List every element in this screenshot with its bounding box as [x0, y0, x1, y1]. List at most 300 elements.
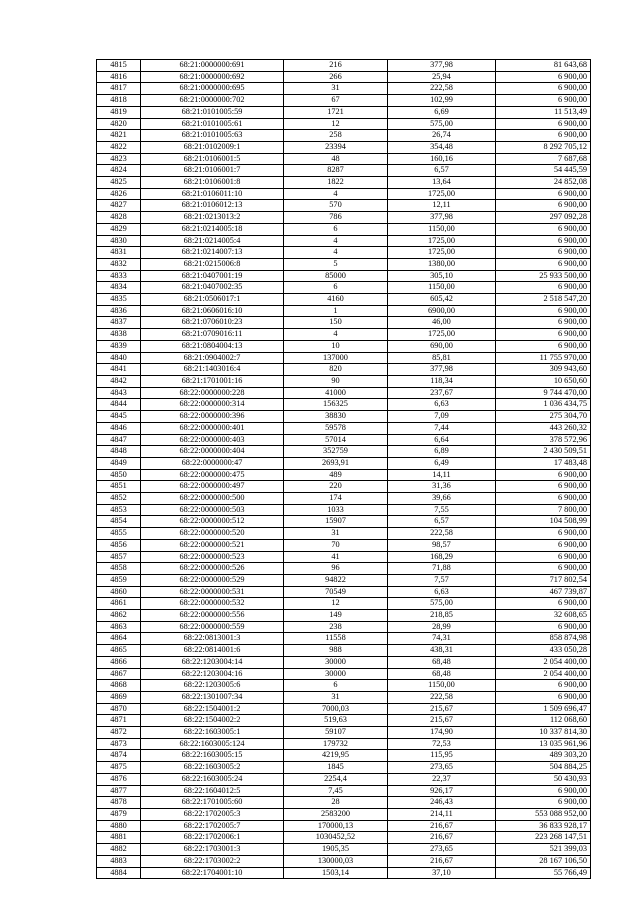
area-value: 1503,14 — [284, 867, 388, 879]
row-number: 4816 — [97, 71, 141, 83]
total-value: 2 430 509,51 — [496, 446, 591, 458]
cadastral-number: 68:21:0804004:13 — [141, 340, 284, 352]
area-value: 1033 — [284, 504, 388, 516]
price-value: 1725,00 — [388, 247, 496, 259]
area-value: 6 — [284, 223, 388, 235]
row-number: 4866 — [97, 656, 141, 668]
total-value: 6 900,00 — [496, 223, 591, 235]
table-row — [97, 282, 591, 294]
row-number: 4825 — [97, 177, 141, 189]
row-number: 4884 — [97, 867, 141, 879]
row-number: 4821 — [97, 130, 141, 142]
row-number: 4840 — [97, 352, 141, 364]
total-value: 11 755 970,00 — [496, 352, 591, 364]
table-row — [97, 633, 591, 645]
total-value: 6 900,00 — [496, 258, 591, 270]
total-value: 223 268 147,51 — [496, 832, 591, 844]
cadastral-number: 68:22:0813001:3 — [141, 633, 284, 645]
price-value: 305,10 — [388, 270, 496, 282]
total-value: 11 513,49 — [496, 106, 591, 118]
area-value: 4219,95 — [284, 750, 388, 762]
total-value: 6 900,00 — [496, 305, 591, 317]
cadastral-number: 68:21:0904002:7 — [141, 352, 284, 364]
row-number: 4873 — [97, 738, 141, 750]
cadastral-number: 68:22:0000000:503 — [141, 504, 284, 516]
total-value: 6 900,00 — [496, 551, 591, 563]
area-value: 130000,03 — [284, 855, 388, 867]
area-value: 23394 — [284, 141, 388, 153]
area-value: 48 — [284, 153, 388, 165]
area-value: 4 — [284, 188, 388, 200]
row-number: 4843 — [97, 387, 141, 399]
table-row — [97, 586, 591, 598]
price-value: 6,57 — [388, 516, 496, 528]
area-value: 31 — [284, 528, 388, 540]
price-value: 71,88 — [388, 563, 496, 575]
total-value: 504 884,25 — [496, 762, 591, 774]
cadastral-number: 68:22:0000000:523 — [141, 551, 284, 563]
area-value: 820 — [284, 364, 388, 376]
table-row — [97, 750, 591, 762]
table-row — [97, 141, 591, 153]
price-value: 26,74 — [388, 130, 496, 142]
row-number: 4834 — [97, 282, 141, 294]
area-value: 988 — [284, 645, 388, 657]
price-value: 926,17 — [388, 785, 496, 797]
cadastral-number: 68:21:0214005:4 — [141, 235, 284, 247]
row-number: 4837 — [97, 317, 141, 329]
area-value: 266 — [284, 71, 388, 83]
area-value: 41 — [284, 551, 388, 563]
price-value: 12,11 — [388, 200, 496, 212]
price-value: 6,69 — [388, 106, 496, 118]
price-value: 377,98 — [388, 60, 496, 72]
table-row — [97, 340, 591, 352]
cadastral-number: 68:21:0101005:59 — [141, 106, 284, 118]
price-value: 68,48 — [388, 668, 496, 680]
table-row — [97, 71, 591, 83]
total-value: 717 802,54 — [496, 574, 591, 586]
price-value: 1725,00 — [388, 188, 496, 200]
area-value: 59578 — [284, 422, 388, 434]
area-value: 30000 — [284, 668, 388, 680]
cadastral-number: 68:22:0000000:512 — [141, 516, 284, 528]
cadastral-number: 68:21:0506017:1 — [141, 294, 284, 306]
row-number: 4881 — [97, 832, 141, 844]
price-value: 690,00 — [388, 340, 496, 352]
area-value: 5 — [284, 258, 388, 270]
price-value: 222,58 — [388, 691, 496, 703]
total-value: 50 430,93 — [496, 773, 591, 785]
area-value: 179732 — [284, 738, 388, 750]
price-value: 25,94 — [388, 71, 496, 83]
row-number: 4861 — [97, 598, 141, 610]
cadastral-number: 68:22:0000000:403 — [141, 434, 284, 446]
table-row — [97, 574, 591, 586]
cadastral-number: 68:22:0000000:556 — [141, 610, 284, 622]
price-value: 98,57 — [388, 539, 496, 551]
total-value: 6 900,00 — [496, 563, 591, 575]
total-value: 2 054 400,00 — [496, 668, 591, 680]
cadastral-number: 68:22:0000000:559 — [141, 621, 284, 633]
table-row — [97, 598, 591, 610]
cadastral-number: 68:22:0814001:6 — [141, 645, 284, 657]
price-value: 6,57 — [388, 165, 496, 177]
area-value: 38830 — [284, 411, 388, 423]
row-number: 4815 — [97, 60, 141, 72]
row-number: 4883 — [97, 855, 141, 867]
table-body — [97, 60, 591, 879]
row-number: 4818 — [97, 95, 141, 107]
row-number: 4872 — [97, 727, 141, 739]
row-number: 4835 — [97, 294, 141, 306]
area-value: 1845 — [284, 762, 388, 774]
table-row — [97, 703, 591, 715]
table-row — [97, 95, 591, 107]
cadastral-number: 68:22:0000000:404 — [141, 446, 284, 458]
area-value: 12 — [284, 118, 388, 130]
table-row — [97, 867, 591, 879]
cadastral-number: 68:21:0215006:8 — [141, 258, 284, 270]
price-value: 216,67 — [388, 855, 496, 867]
row-number: 4860 — [97, 586, 141, 598]
table-row — [97, 165, 591, 177]
area-value: 352759 — [284, 446, 388, 458]
cadastral-number: 68:22:0000000:401 — [141, 422, 284, 434]
cadastral-number: 68:22:1603005:1 — [141, 727, 284, 739]
cadastral-number: 68:21:0106001:8 — [141, 177, 284, 189]
table-row — [97, 773, 591, 785]
area-value: 7000,03 — [284, 703, 388, 715]
cadastral-number: 68:21:0106001:5 — [141, 153, 284, 165]
area-value: 1 — [284, 305, 388, 317]
cadastral-number: 68:22:1702006:1 — [141, 832, 284, 844]
cadastral-number: 68:22:1603005:124 — [141, 738, 284, 750]
price-value: 102,99 — [388, 95, 496, 107]
price-value: 575,00 — [388, 118, 496, 130]
cadastral-number: 68:21:0106011:10 — [141, 188, 284, 200]
price-value: 216,67 — [388, 820, 496, 832]
price-value: 7,57 — [388, 574, 496, 586]
area-value: 70549 — [284, 586, 388, 598]
area-value: 12 — [284, 598, 388, 610]
cadastral-number: 68:21:0407001:19 — [141, 270, 284, 282]
price-value: 13,64 — [388, 177, 496, 189]
area-value: 150 — [284, 317, 388, 329]
area-value: 1905,35 — [284, 844, 388, 856]
total-value: 6 900,00 — [496, 598, 591, 610]
area-value: 10 — [284, 340, 388, 352]
row-number: 4863 — [97, 621, 141, 633]
total-value: 2 054 400,00 — [496, 656, 591, 668]
total-value: 25 933 500,00 — [496, 270, 591, 282]
cadastral-number: 68:21:0101005:61 — [141, 118, 284, 130]
cadastral-number: 68:21:0106001:7 — [141, 165, 284, 177]
total-value: 297 092,28 — [496, 212, 591, 224]
table-row — [97, 422, 591, 434]
table-row — [97, 645, 591, 657]
row-number: 4824 — [97, 165, 141, 177]
table-row — [97, 539, 591, 551]
row-number: 4827 — [97, 200, 141, 212]
price-value: 37,10 — [388, 867, 496, 879]
cadastral-number: 68:22:0000000:47 — [141, 457, 284, 469]
area-value: 1822 — [284, 177, 388, 189]
price-value: 273,65 — [388, 844, 496, 856]
table-row — [97, 809, 591, 821]
total-value: 309 943,60 — [496, 364, 591, 376]
row-number: 4849 — [97, 457, 141, 469]
price-value: 28,99 — [388, 621, 496, 633]
price-value: 160,16 — [388, 153, 496, 165]
row-number: 4826 — [97, 188, 141, 200]
total-value: 858 874,98 — [496, 633, 591, 645]
cadastral-number: 68:22:0000000:475 — [141, 469, 284, 481]
total-value: 6 900,00 — [496, 797, 591, 809]
cadastral-number: 68:22:0000000:526 — [141, 563, 284, 575]
price-value: 1380,00 — [388, 258, 496, 270]
total-value: 6 900,00 — [496, 95, 591, 107]
cadastral-number: 68:22:1702005:3 — [141, 809, 284, 821]
table-row — [97, 223, 591, 235]
area-value: 57014 — [284, 434, 388, 446]
row-number: 4842 — [97, 375, 141, 387]
cadastral-number: 68:22:1702005:7 — [141, 820, 284, 832]
total-value: 17 483,48 — [496, 457, 591, 469]
cadastral-number: 68:22:1203004:14 — [141, 656, 284, 668]
table-row — [97, 83, 591, 95]
price-value: 68,48 — [388, 656, 496, 668]
table-row — [97, 411, 591, 423]
row-number: 4838 — [97, 329, 141, 341]
price-value: 1150,00 — [388, 282, 496, 294]
area-value: 30000 — [284, 656, 388, 668]
row-number: 4870 — [97, 703, 141, 715]
area-value: 11558 — [284, 633, 388, 645]
total-value: 467 739,87 — [496, 586, 591, 598]
total-value: 1 509 696,47 — [496, 703, 591, 715]
table-row — [97, 832, 591, 844]
price-value: 115,95 — [388, 750, 496, 762]
price-value: 6,49 — [388, 457, 496, 469]
area-value: 6 — [284, 680, 388, 692]
area-value: 31 — [284, 83, 388, 95]
area-value: 96 — [284, 563, 388, 575]
price-value: 7,09 — [388, 411, 496, 423]
table-row — [97, 797, 591, 809]
cadastral-number: 68:22:0000000:396 — [141, 411, 284, 423]
cadastral-number: 68:21:0214007:13 — [141, 247, 284, 259]
row-number: 4871 — [97, 715, 141, 727]
price-value: 6,64 — [388, 434, 496, 446]
row-number: 4864 — [97, 633, 141, 645]
cadastral-number: 68:21:0000000:695 — [141, 83, 284, 95]
row-number: 4831 — [97, 247, 141, 259]
row-number: 4833 — [97, 270, 141, 282]
table-row — [97, 247, 591, 259]
cadastral-number: 68:21:0000000:692 — [141, 71, 284, 83]
total-value: 489 303,20 — [496, 750, 591, 762]
total-value: 6 900,00 — [496, 691, 591, 703]
area-value: 1721 — [284, 106, 388, 118]
table-row — [97, 820, 591, 832]
table-row — [97, 212, 591, 224]
row-number: 4855 — [97, 528, 141, 540]
total-value: 24 852,08 — [496, 177, 591, 189]
area-value: 85000 — [284, 270, 388, 282]
price-value: 6,63 — [388, 399, 496, 411]
total-value: 6 900,00 — [496, 200, 591, 212]
area-value: 2254,4 — [284, 773, 388, 785]
row-number: 4862 — [97, 610, 141, 622]
cadastral-number: 68:21:0102009:1 — [141, 141, 284, 153]
row-number: 4832 — [97, 258, 141, 270]
price-value: 273,65 — [388, 762, 496, 774]
area-value: 137000 — [284, 352, 388, 364]
cadastral-number: 68:22:1203004:16 — [141, 668, 284, 680]
price-value: 354,48 — [388, 141, 496, 153]
row-number: 4839 — [97, 340, 141, 352]
table-row — [97, 153, 591, 165]
row-number: 4867 — [97, 668, 141, 680]
table-row — [97, 258, 591, 270]
cadastral-number: 68:22:0000000:520 — [141, 528, 284, 540]
total-value: 6 900,00 — [496, 118, 591, 130]
price-value: 46,00 — [388, 317, 496, 329]
area-value: 156325 — [284, 399, 388, 411]
cadastral-number: 68:22:1704001:10 — [141, 867, 284, 879]
total-value: 6 900,00 — [496, 539, 591, 551]
table-row — [97, 446, 591, 458]
total-value: 6 900,00 — [496, 188, 591, 200]
price-value: 1725,00 — [388, 235, 496, 247]
row-number: 4859 — [97, 574, 141, 586]
table-row — [97, 668, 591, 680]
row-number: 4822 — [97, 141, 141, 153]
total-value: 6 900,00 — [496, 680, 591, 692]
total-value: 275 304,70 — [496, 411, 591, 423]
total-value: 6 900,00 — [496, 469, 591, 481]
price-value: 174,90 — [388, 727, 496, 739]
total-value: 81 643,68 — [496, 60, 591, 72]
area-value: 4 — [284, 329, 388, 341]
price-value: 14,11 — [388, 469, 496, 481]
cadastral-number: 68:22:1603005:24 — [141, 773, 284, 785]
area-value: 489 — [284, 469, 388, 481]
area-value: 8287 — [284, 165, 388, 177]
cadastral-number: 68:22:0000000:529 — [141, 574, 284, 586]
table-row — [97, 855, 591, 867]
area-value: 94822 — [284, 574, 388, 586]
total-value: 6 900,00 — [496, 528, 591, 540]
cadastral-number: 68:21:0407002:35 — [141, 282, 284, 294]
price-value: 1150,00 — [388, 223, 496, 235]
cadastral-number: 68:21:0213013:2 — [141, 212, 284, 224]
table-row — [97, 352, 591, 364]
total-value: 7 687,68 — [496, 153, 591, 165]
area-value: 519,63 — [284, 715, 388, 727]
area-value: 41000 — [284, 387, 388, 399]
price-value: 7,44 — [388, 422, 496, 434]
row-number: 4882 — [97, 844, 141, 856]
total-value: 433 050,28 — [496, 645, 591, 657]
table-row — [97, 656, 591, 668]
total-value: 6 900,00 — [496, 785, 591, 797]
area-value: 4 — [284, 235, 388, 247]
table-row — [97, 387, 591, 399]
area-value: 170000,13 — [284, 820, 388, 832]
table-row — [97, 727, 591, 739]
cadastral-number: 68:21:0000000:691 — [141, 60, 284, 72]
total-value: 6 900,00 — [496, 317, 591, 329]
row-number: 4876 — [97, 773, 141, 785]
total-value: 553 088 952,00 — [496, 809, 591, 821]
price-value: 1725,00 — [388, 329, 496, 341]
table-row — [97, 235, 591, 247]
area-value: 70 — [284, 539, 388, 551]
area-value: 174 — [284, 493, 388, 505]
table-row — [97, 188, 591, 200]
table-row — [97, 551, 591, 563]
total-value: 8 292 705,12 — [496, 141, 591, 153]
price-value: 214,11 — [388, 809, 496, 821]
row-number: 4853 — [97, 504, 141, 516]
row-number: 4851 — [97, 481, 141, 493]
table-row — [97, 691, 591, 703]
total-value: 6 900,00 — [496, 83, 591, 95]
cadastral-number: 68:22:1504002:2 — [141, 715, 284, 727]
total-value: 7 800,00 — [496, 504, 591, 516]
cadastral-number: 68:22:1701005:60 — [141, 797, 284, 809]
total-value: 36 833 928,17 — [496, 820, 591, 832]
area-value: 7,45 — [284, 785, 388, 797]
row-number: 4856 — [97, 539, 141, 551]
price-value: 31,36 — [388, 481, 496, 493]
total-value: 112 068,60 — [496, 715, 591, 727]
row-number: 4875 — [97, 762, 141, 774]
cadastral-number: 68:22:0000000:314 — [141, 399, 284, 411]
cadastral-number: 68:22:0000000:521 — [141, 539, 284, 551]
total-value: 32 608,65 — [496, 610, 591, 622]
table-row — [97, 106, 591, 118]
row-number: 4817 — [97, 83, 141, 95]
cadastral-number: 68:22:0000000:532 — [141, 598, 284, 610]
area-value: 570 — [284, 200, 388, 212]
area-value: 238 — [284, 621, 388, 633]
row-number: 4880 — [97, 820, 141, 832]
price-value: 222,58 — [388, 83, 496, 95]
price-value: 575,00 — [388, 598, 496, 610]
table-row — [97, 680, 591, 692]
area-value: 90 — [284, 375, 388, 387]
table-row — [97, 481, 591, 493]
row-number: 4868 — [97, 680, 141, 692]
row-number: 4844 — [97, 399, 141, 411]
table-row — [97, 528, 591, 540]
table-row — [97, 457, 591, 469]
table-row — [97, 317, 591, 329]
area-value: 31 — [284, 691, 388, 703]
area-value: 1030452,52 — [284, 832, 388, 844]
table-row — [97, 504, 591, 516]
area-value: 220 — [284, 481, 388, 493]
price-value: 216,67 — [388, 832, 496, 844]
price-value: 1150,00 — [388, 680, 496, 692]
cadastral-number: 68:22:1603005:2 — [141, 762, 284, 774]
price-value: 377,98 — [388, 364, 496, 376]
price-value: 72,53 — [388, 738, 496, 750]
cadastral-number: 68:22:1603005:15 — [141, 750, 284, 762]
